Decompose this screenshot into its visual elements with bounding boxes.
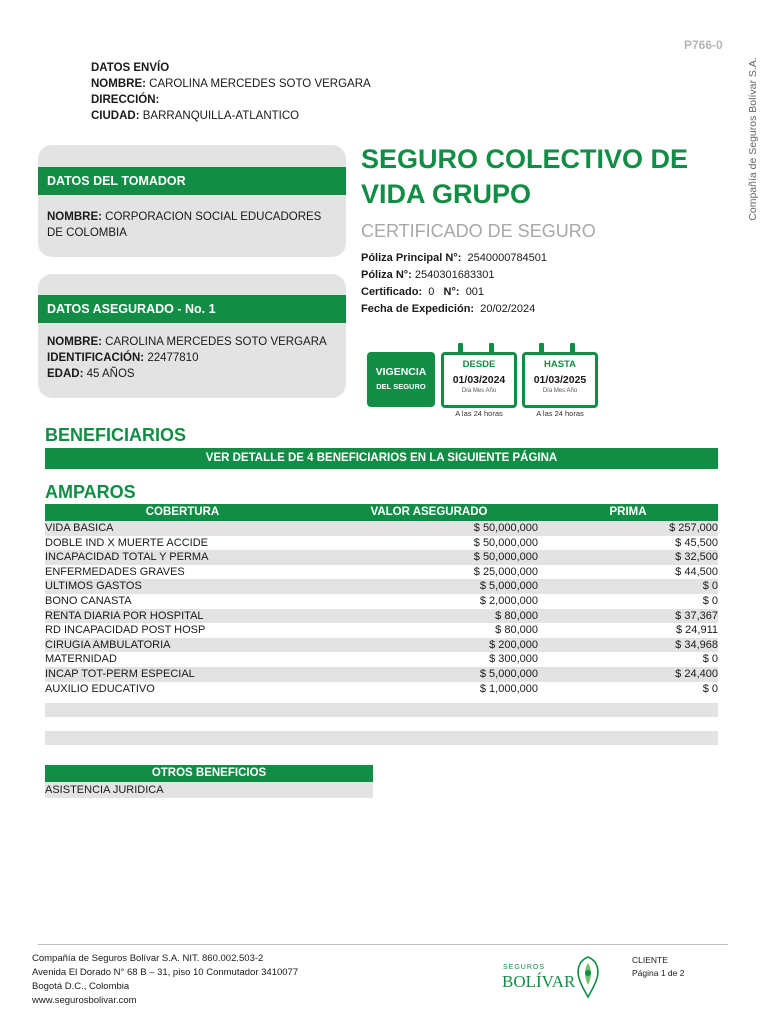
- table-row: [45, 536, 718, 551]
- page-title: SEGURO COLECTIVO DE VIDA GRUPO: [361, 144, 689, 209]
- company-vertical-text: Compañía de Seguros Bolívar S.A.: [747, 57, 759, 221]
- cell-valor: $ 25,000,000: [473, 565, 538, 578]
- table-row: [45, 623, 718, 638]
- amparos-table: [45, 504, 718, 745]
- tomador-panel: [38, 145, 346, 257]
- policy-info: Póliza Principal N°: 2540000784501 Póliza N°: 2540301683301 Certificado: 0 N°: 001 Fecha de Expedición: 20/02/2024: [361, 252, 548, 315]
- cell-cobertura: CIRUGIA AMBULATORIA: [45, 638, 171, 651]
- cell-prima: $ 0: [702, 594, 718, 607]
- table-row: [45, 594, 718, 609]
- cell-prima: $ 257,000: [669, 522, 718, 534]
- calendar-desde: DESDE 01/03/2024 Día Mes Año A las 24 horas: [441, 352, 517, 418]
- table-row: [45, 682, 718, 697]
- envio-nombre-label: NOMBRE:: [91, 78, 146, 90]
- cell-cobertura: MATERNIDAD: [45, 653, 117, 666]
- tomador-heading: DATOS DEL TOMADOR: [38, 167, 346, 195]
- certificado-n: 001: [465, 286, 485, 298]
- cell-cobertura: DOBLE IND X MUERTE ACCIDE: [45, 536, 208, 549]
- cell-prima: $ 24,400: [675, 667, 718, 680]
- bolivar-logo: SEGUROS BOLÍVAR: [500, 955, 610, 1000]
- asegurado-heading: DATOS ASEGURADO - No. 1: [38, 295, 346, 323]
- asegurado-id: 22477810: [147, 352, 199, 364]
- cell-cobertura: INCAP TOT-PERM ESPECIAL: [45, 667, 195, 680]
- footer-client: CLIENTE Página 1 de 2: [632, 955, 685, 978]
- table-body: [45, 521, 718, 696]
- cell-prima: $ 32,500: [675, 551, 718, 564]
- cell-prima: $ 44,500: [675, 565, 718, 578]
- hasta-date: 01/03/2025: [533, 374, 587, 386]
- table-row: [45, 667, 718, 682]
- cell-cobertura: INCAPACIDAD TOTAL Y PERMA: [45, 551, 209, 564]
- cell-valor: $ 50,000,000: [473, 551, 538, 564]
- cell-valor: $ 2,000,000: [479, 594, 538, 607]
- cell-valor: $ 50,000,000: [473, 536, 538, 549]
- hasta-label: HASTA: [543, 359, 577, 370]
- otros-item: ASISTENCIA JURIDICA: [45, 782, 373, 798]
- certificado: 0: [428, 286, 435, 298]
- cell-valor: $ 80,000: [495, 609, 538, 622]
- beneficiarios-heading: BENEFICIARIOS: [45, 425, 187, 445]
- cell-cobertura: BONO CANASTA: [45, 594, 132, 607]
- envio-heading: DATOS ENVÍO: [91, 62, 170, 74]
- table-row: [45, 638, 718, 653]
- cell-prima: $ 37,367: [675, 609, 718, 622]
- fecha-expedicion: 20/02/2024: [480, 303, 536, 315]
- envio-ciudad-label: CIUDAD:: [91, 110, 140, 122]
- amparos-heading: AMPAROS: [45, 482, 136, 502]
- tomador-info: NOMBRE: CORPORACION SOCIAL EDUCADORES DE COLOMBIA: [47, 211, 322, 239]
- cell-cobertura: RD INCAPACIDAD POST HOSP: [45, 624, 206, 637]
- vigencia-badge: VIGENCIA DEL SEGURO: [367, 352, 435, 407]
- otros-heading: OTROS BENEFICIOS: [45, 765, 373, 782]
- table-row: [45, 550, 718, 565]
- table-row: [45, 609, 718, 624]
- certificate-subtitle: CERTIFICADO DE SEGURO: [361, 221, 596, 241]
- cell-valor: $ 80,000: [495, 624, 538, 637]
- blank-row: [45, 703, 718, 717]
- asegurado-nombre: CAROLINA MERCEDES SOTO VERGARA: [105, 336, 327, 348]
- desde-label: DESDE: [462, 359, 496, 370]
- table-row: [45, 652, 718, 667]
- col-valor: VALOR ASEGURADO: [370, 506, 488, 518]
- envio-direccion-label: DIRECCIÓN:: [91, 94, 160, 106]
- beneficiarios-detalle-bar: VER DETALLE DE 4 BENEFICIARIOS EN LA SIGUIENTE PÁGINA: [45, 448, 718, 469]
- col-cobertura: COBERTURA: [145, 506, 220, 518]
- blank-row: [45, 731, 718, 745]
- col-prima: PRIMA: [609, 506, 647, 518]
- calendar-hasta: HASTA 01/03/2025 Día Mes Año A las 24 horas: [522, 352, 598, 418]
- cell-cobertura: ULTIMOS GASTOS: [45, 580, 142, 593]
- cell-cobertura: AUXILIO EDUCATIVO: [45, 682, 155, 695]
- cell-valor: $ 5,000,000: [479, 667, 538, 680]
- cell-prima: $ 0: [702, 653, 718, 666]
- footer-address: Compañía de Seguros Bolívar S.A. NIT. 860.002.503-2 Avenida El Dorado N° 68 B – 31, piso 10 Conmutador 3410077 Bogotá D.C., Colombia www.segurosbolivar.com: [32, 953, 299, 1006]
- table-row: [45, 579, 718, 594]
- cell-prima: $ 24,911: [675, 624, 718, 637]
- asegurado-panel: [38, 274, 346, 398]
- cell-cobertura: RENTA DIARIA POR HOSPITAL: [45, 609, 204, 622]
- document-code: P766-0: [684, 38, 723, 52]
- cell-valor: $ 50,000,000: [473, 522, 538, 534]
- cell-cobertura: VIDA BASICA: [45, 522, 114, 534]
- cell-valor: $ 5,000,000: [479, 580, 538, 593]
- envio-block: [91, 60, 371, 124]
- table-row: [45, 521, 718, 536]
- cell-valor: $ 1,000,000: [479, 682, 538, 695]
- tomador-nombre: CORPORACION SOCIAL EDUCADORES DE COLOMBIA: [47, 211, 322, 239]
- envio-ciudad: BARRANQUILLA-ATLANTICO: [142, 110, 300, 122]
- cell-cobertura: ENFERMEDADES GRAVES: [45, 565, 185, 578]
- cell-valor: $ 300,000: [489, 653, 538, 666]
- table-row: [45, 565, 718, 580]
- footer-divider: [38, 944, 728, 945]
- cell-prima: $ 0: [702, 682, 718, 695]
- website-link[interactable]: www.segurosbolivar.com: [32, 995, 137, 1006]
- cell-prima: $ 34,968: [675, 638, 718, 651]
- cell-prima: $ 45,500: [675, 536, 718, 549]
- cell-valor: $ 200,000: [489, 638, 538, 651]
- asegurado-info: NOMBRE: CAROLINA MERCEDES SOTO VERGARA IDENTIFICACIÓN: 22477810 EDAD: 45 AÑOS: [47, 336, 327, 380]
- poliza-numero: 2540301683301: [414, 269, 495, 281]
- envio-nombre: CAROLINA MERCEDES SOTO VERGARA: [149, 78, 371, 90]
- asegurado-edad: 45 AÑOS: [86, 368, 135, 380]
- desde-date: 01/03/2024: [452, 374, 506, 386]
- table-header: [45, 504, 718, 521]
- tree-icon: [572, 955, 604, 999]
- poliza-principal: 2540000784501: [467, 252, 548, 264]
- page-number: Página 1 de 2: [632, 968, 685, 978]
- cell-prima: $ 0: [702, 580, 718, 593]
